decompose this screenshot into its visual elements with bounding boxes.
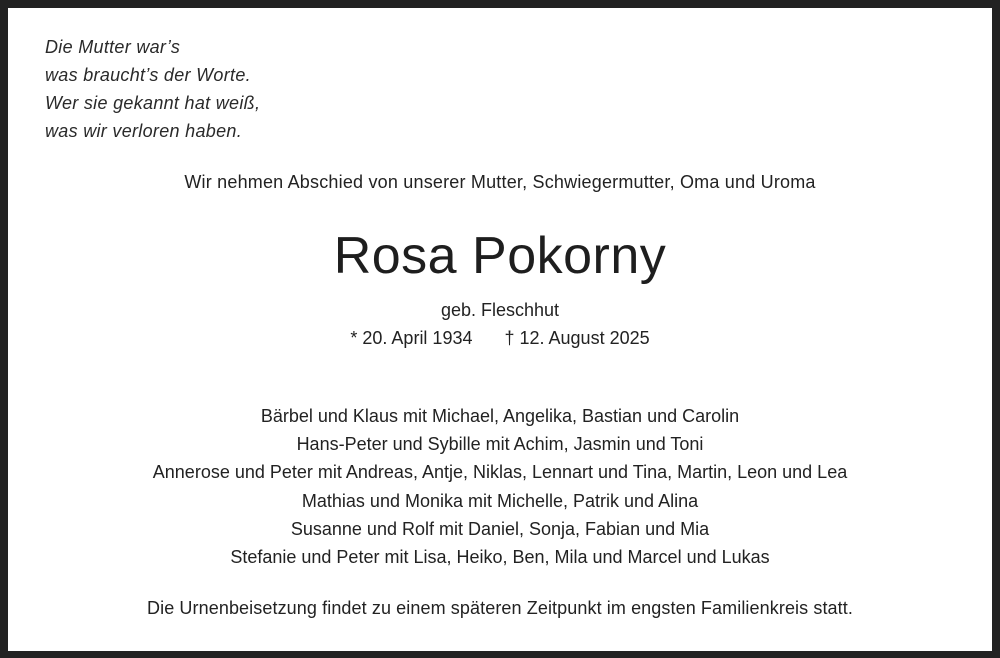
poem-line: Wer sie gekannt hat weiß, [45, 93, 261, 113]
family-line: Hans-Peter und Sybille mit Achim, Jasmin und Toni [296, 434, 704, 455]
deceased-name: Rosa Pokorny [333, 227, 667, 285]
family-line: Annerose und Peter mit Andreas, Antje, Niklas, Lennart und Tina, Martin, Leon und Lea [152, 462, 848, 483]
family-line: Susanne und Rolf mit Daniel, Sonja, Fabian und Mia [290, 518, 710, 539]
closing-text: Die Urnenbeisetzung findet zu einem späteren Zeitpunkt im engsten Familienkreis statt. [147, 598, 853, 618]
birth-name: geb. Fleschhut [440, 300, 560, 320]
poem-line: was braucht’s der Worte. [45, 65, 251, 85]
dates [0, 328, 1000, 349]
poem-line: Die Mutter war’s [45, 37, 181, 57]
poem-line: was wir verloren haben. [45, 121, 242, 141]
family-list [0, 402, 1000, 571]
family-line: Bärbel und Klaus mit Michael, Angelika, Bastian und Carolin [260, 406, 740, 426]
family-line: Mathias und Monika mit Michelle, Patrik und Alina [301, 490, 699, 511]
family-line: Stefanie und Peter mit Lisa, Heiko, Ben, Mila und Marcel und Lukas [230, 547, 770, 568]
intro-text: Wir nehmen Abschied von unserer Mutter, Schwiegermutter, Oma und Uroma [184, 172, 816, 192]
death-date: † 12. August 2025 [504, 328, 650, 348]
birth-date: * 20. April 1934 [350, 328, 473, 348]
poem [45, 33, 260, 145]
